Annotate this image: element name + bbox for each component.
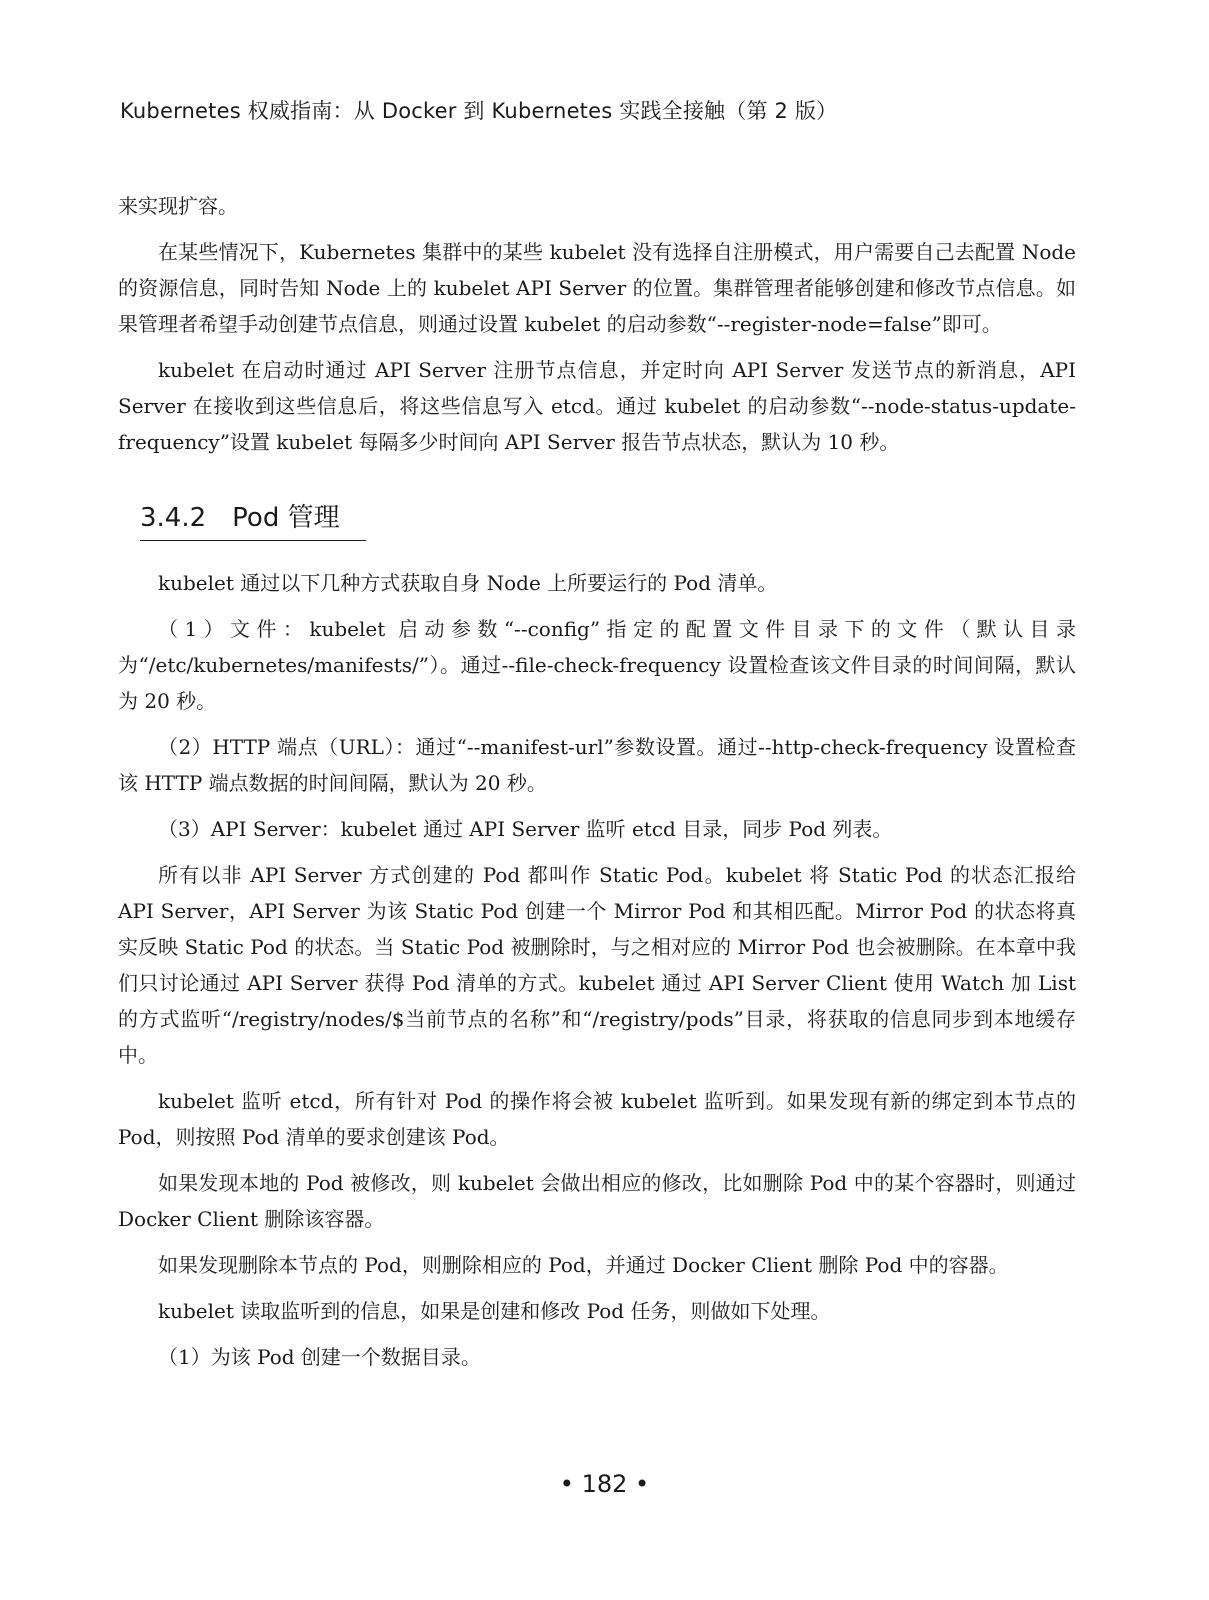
paragraph: （2）HTTP 端点（URL）：通过“--manifest-url”参数设置。通过--http-check-frequency 设置检查该 HTTP 端点数据的时间间隔，默认为 20 秒。 xyxy=(118,735,1076,795)
paragraph: kubelet 通过以下几种方式获取自身 Node 上所要运行的 Pod 清单。 xyxy=(158,571,778,595)
paragraph: 如果发现删除本节点的 Pod，则删除相应的 Pod，并通过 Docker Client 删除 Pod 中的容器。 xyxy=(158,1253,1009,1277)
running-header: Kubernetes 权威指南：从 Docker 到 Kubernetes 实践全接触（第 2 版） xyxy=(120,99,838,123)
page-body xyxy=(118,188,1076,1385)
section-title: Pod 管理 xyxy=(232,503,340,533)
paragraph: 如果发现本地的 Pod 被修改，则 kubelet 会做出相应的修改，比如删除 Pod 中的某个容器时，则通过 Docker Client 删除该容器。 xyxy=(118,1171,1076,1231)
section-number: 3.4.2 xyxy=(140,503,207,533)
paragraph: （1）为该 Pod 创建一个数据目录。 xyxy=(158,1345,481,1369)
paragraph: kubelet 读取监听到的信息，如果是创建和修改 Pod 任务，则做如下处理。 xyxy=(158,1299,831,1323)
paragraph: （1）文件：kubelet 启动参数“--config”指定的配置文件目录下的文件（默认目录为“/etc/kubernetes/manifests/”）。通过--file-check-frequency 设置检查该文件目录的时间间隔，默认为 20 秒。 xyxy=(118,617,1076,713)
paragraph: kubelet 在启动时通过 API Server 注册节点信息，并定时向 API Server 发送节点的新消息，API Server 在接收到这些信息后，将这些信息写入 etcd。通过 kubelet 的启动参数“--node-status-update-frequency”设置 kubelet 每隔多少时间向 API Server 报告节点状态，默认为 10 秒。 xyxy=(118,358,1076,454)
paragraph: 所有以非 API Server 方式创建的 Pod 都叫作 Static Pod。kubelet 将 Static Pod 的状态汇报给 API Server，API Server 为该 Static Pod 创建一个 Mirror Pod 和其相匹配。Mirror Pod 的状态将真实反映 Static Pod 的状态。当 Static Pod 被删除时，与之相对应的 Mirror Pod 也会被删除。在本章中我们只讨论通过 API Server 获得 Pod 清单的方式。kubelet 通过 API Server Client 使用 Watch 加 List 的方式监听“/registry/nodes/$当前节点的名称”和“/registry/pods”目录，将获取的信息同步到本地缓存中。 xyxy=(118,863,1076,1067)
paragraph: （3）API Server：kubelet 通过 API Server 监听 etcd 目录，同步 Pod 列表。 xyxy=(158,817,893,841)
paragraph: 来实现扩容。 xyxy=(118,194,238,218)
paragraph: 在某些情况下，Kubernetes 集群中的某些 kubelet 没有选择自注册模式，用户需要自己去配置 Node 的资源信息，同时告知 Node 上的 kubelet API Server 的位置。集群管理者能够创建和修改节点信息。如果管理者希望手动创建节点信息，则通过设置 kubelet 的启动参数“--register-node=false”即可。 xyxy=(118,240,1076,336)
section-heading xyxy=(140,498,366,541)
page-number: • 182 • xyxy=(559,1470,650,1498)
paragraph: kubelet 监听 etcd，所有针对 Pod 的操作将会被 kubelet 监听到。如果发现有新的绑定到本节点的 Pod，则按照 Pod 清单的要求创建该 Pod。 xyxy=(118,1089,1076,1149)
